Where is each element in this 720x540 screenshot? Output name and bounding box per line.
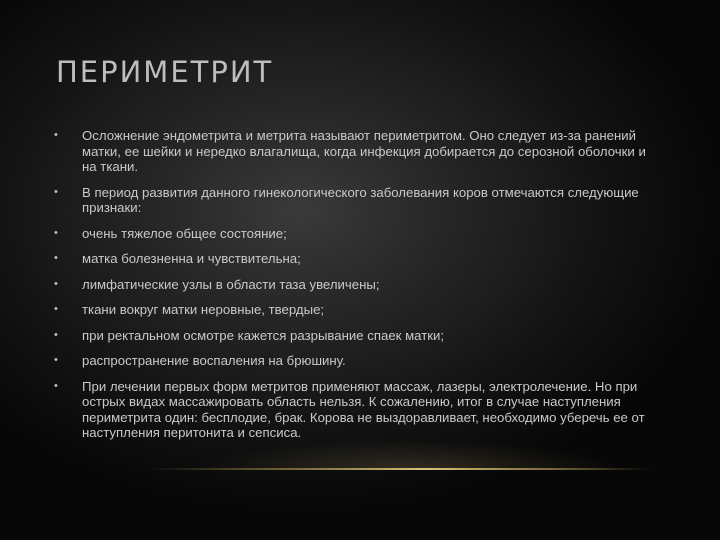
bullet-icon: • [54,379,58,392]
list-item [54,277,664,293]
bullet-text: Осложнение эндометрита и метрита называют периметритом. Оно следует из-за ранений матки, ее шейки и нередко влагалища, когда инфекция добирается до серозной оболочки и на ткани. [82,128,646,174]
bullet-icon: • [54,328,58,341]
slide-title: ПЕРИМЕТРИТ [56,55,274,90]
bullet-icon: • [54,226,58,239]
bullet-text: распространение воспаления на брюшину. [82,353,346,368]
bullet-text: ткани вокруг матки неровные, твердые; [82,302,325,317]
list-item [54,353,664,369]
bullet-icon: • [54,185,58,198]
list-item [54,251,664,267]
list-item [54,226,664,242]
bullet-text: очень тяжелое общее состояние; [82,225,287,241]
bullet-text: при ректальном осмотре кажется разрывание спаек матки; [82,327,445,343]
bullet-text: лимфатические узлы в области таза увеличены; [82,276,380,292]
bullet-text: При лечении первых форм метритов применяют массаж, лазеры, электролечение. Но при острых видах массажировать область нельзя. К сожалению, итог в случае наступления периметрита один: бесплодие, брак. Корова не выздоравливает, необходимо уберечь ее от наступления перитонита и сепсиса. [82,378,645,440]
accent-glow [200,440,620,470]
bullet-text: В период развития данного гинекологического заболевания коров отмечаются следующие признаки: [82,184,639,215]
bullet-list [54,128,664,451]
list-item [54,128,664,175]
list-item [54,302,664,318]
bullet-text: матка болезненна и чувствительна; [82,251,301,266]
bullet-icon: • [54,303,58,315]
bullet-icon: • [54,354,58,366]
bullet-icon: • [54,252,58,264]
bullet-icon: • [54,129,58,141]
list-item [54,328,664,344]
accent-line [150,468,650,470]
list-item [54,379,664,441]
bullet-icon: • [54,277,58,290]
list-item [54,185,664,216]
